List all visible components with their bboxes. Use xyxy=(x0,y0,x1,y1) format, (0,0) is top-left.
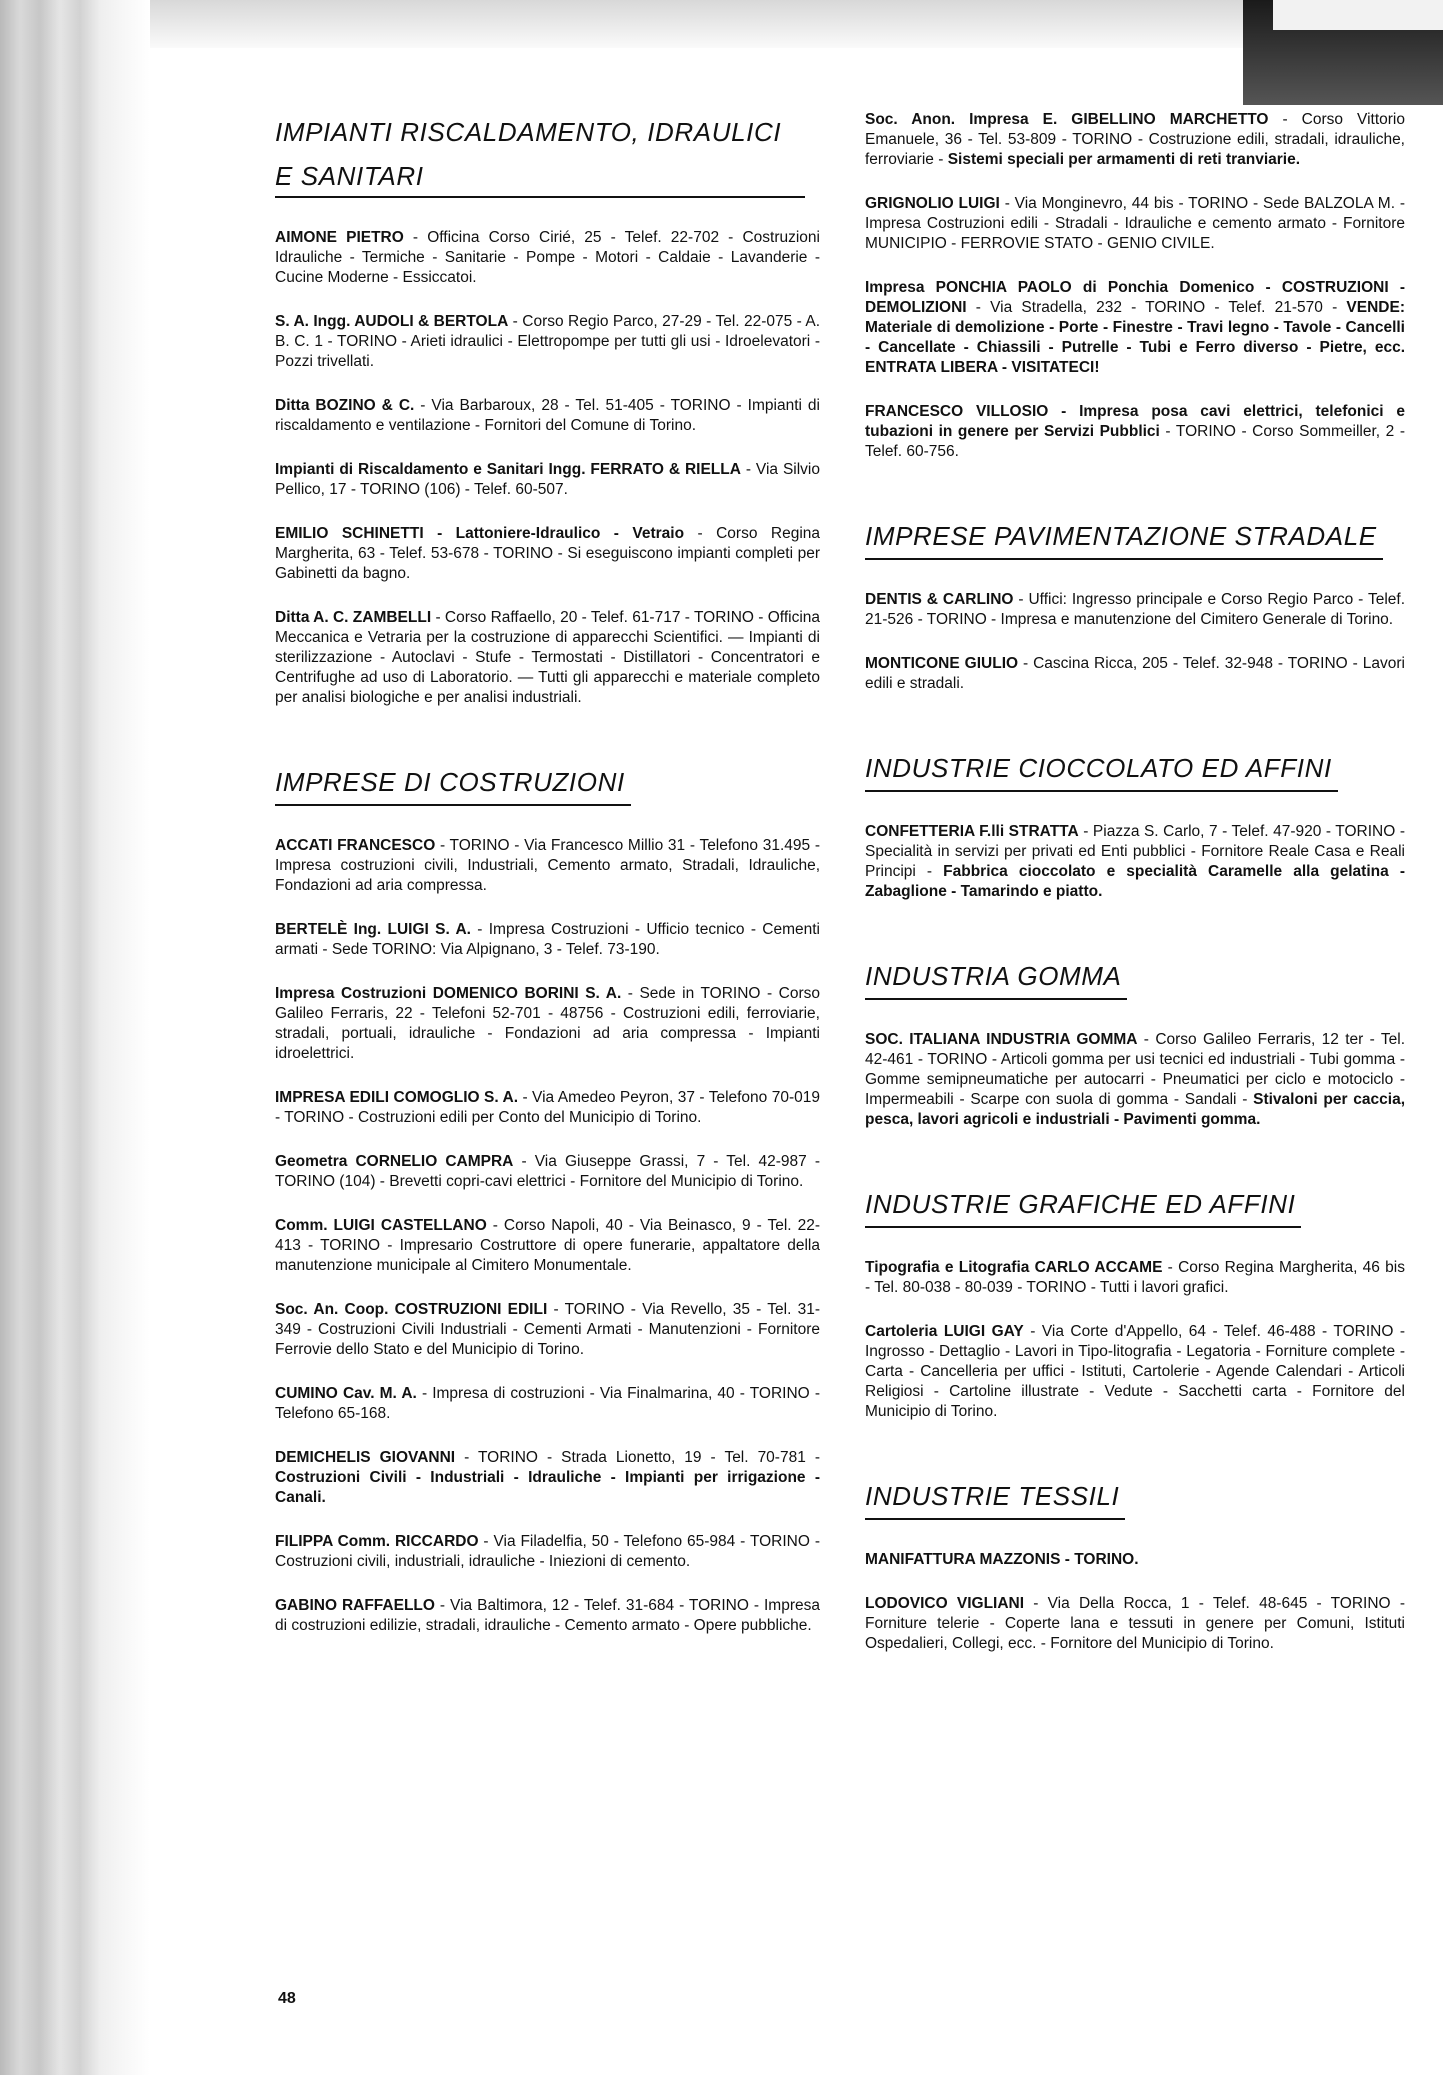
entry-name: Cartoleria LUIGI GAY xyxy=(865,1323,1024,1340)
entry-text: - Corso Regio Parco, 27-29 - Tel. 22-075 - A. B. C. 1 - TORINO - Arieti idraulici - Elettropompe per tutti gli usi - Idroelevatori - Pozzi trivellati. xyxy=(275,313,820,370)
listing-entry xyxy=(865,1322,1405,1422)
listing-entry xyxy=(865,590,1405,630)
entry-text: - Uffici: Ingresso principale e Corso Regio Parco - Telef. 21-526 - TORINO - Impresa e manutenzione del Cimitero Generale di Torino. xyxy=(865,591,1406,628)
listing-entry xyxy=(275,460,820,500)
entry-text: - Impresa Costruzioni - Ufficio tecnico - Cementi armati - Sede TORINO: Via Alpignano, 3 - Telef. 73-190. xyxy=(275,921,820,958)
entry-bold-text: - Lattoniere-Idraulico - Vetraio xyxy=(423,525,685,542)
entry-name: GRIGNOLIO LUIGI xyxy=(865,195,1000,212)
entry-text: - Via Giuseppe Grassi, 7 - Tel. 42-987 - TORINO (104) - Brevetti copri-cavi elettrici - Fornitore del Municipio di Torino. xyxy=(275,1153,821,1190)
entry-text: - Corso Regina Margherita, 63 - Telef. 53-678 - TORINO - Si eseguiscono impianti completi per Gabinetti da bagno. xyxy=(275,525,821,582)
entry-name: DENTIS & CARLINO xyxy=(865,591,1014,608)
entry-name: Impianti di Riscaldamento e Sanitari Ingg. FERRATO & RIELLA xyxy=(275,461,741,478)
entry-text: - Via Barbaroux, 28 - Tel. 51-405 - TORINO - Impianti di riscaldamento e ventilazione - Fornitori del Comune di Torino. xyxy=(275,397,820,434)
entry-name: AIMONE PIETRO xyxy=(275,229,404,246)
entry-name: Tipografia e Litografia CARLO ACCAME xyxy=(865,1259,1163,1276)
page-number: 48 xyxy=(278,1990,296,2007)
listing-entry xyxy=(275,228,820,288)
entry-name: LODOVICO VIGLIANI xyxy=(865,1595,1025,1612)
entry-name: EMILIO SCHINETTI xyxy=(275,525,424,542)
listing-entry xyxy=(865,1258,1405,1298)
entry-text: - Via Monginevro, 44 bis - TORINO - Sede BALZOLA M. - Impresa Costruzioni edili - Stradali - Idrauliche e cemento armato - Fornitore MUNICIPIO - FERROVIE STATO - GENIO CIVILE. xyxy=(865,195,1405,252)
listing-entry xyxy=(275,1088,820,1128)
entry-name: Comm. LUIGI CASTELLANO xyxy=(275,1217,487,1234)
entry-text: - TORINO - Strada Lionetto, 19 - Tel. 70-781 - xyxy=(455,1449,820,1466)
listing-entry xyxy=(275,396,820,436)
listing-entry xyxy=(275,920,820,960)
section-heading xyxy=(275,110,820,198)
entry-bold-text: Fabbrica cioccolato e specialità Caramelle alla gelatina - Zabaglione - Tamarindo e piatto. xyxy=(865,863,1405,900)
entry-bold-text: VENDE: Materiale di demolizione - Porte - Finestre - Travi legno - Tavole - Cancelli - Cancellate - Chiassili - Putrelle - Tubi e Ferro diverso - Pietre, ecc. ENTRATA LIBERA - VISITATECI! xyxy=(865,299,1405,376)
right-column xyxy=(865,110,1405,1678)
section-title: INDUSTRIE CIOCCOLATO ED AFFINI xyxy=(865,746,1338,792)
entry-bold-text: Sistemi speciali per armamenti di reti tranviarie. xyxy=(947,151,1301,168)
listing-entry xyxy=(275,1596,820,1636)
entry-name: Impresa PONCHIA PAOLO di Ponchia Domenico - COSTRUZIONI - DEMOLIZIONI xyxy=(865,279,1405,316)
entry-name: SOC. ITALIANA INDUSTRIA GOMMA xyxy=(865,1031,1138,1048)
entry-text: - Corso Regina Margherita, 46 bis - Tel. 80-038 - 80-039 - TORINO - Tutti i lavori grafici. xyxy=(865,1259,1405,1296)
listing-entry xyxy=(865,110,1405,170)
listing-entry xyxy=(275,608,820,708)
listing-entry xyxy=(865,1030,1405,1130)
entry-text: - Via Della Rocca, 1 - Telef. 48-645 - TORINO - Forniture telerie - Coperte lana e tessuti in genere per Comuni, Istituti Ospedalieri, Collegi, ecc. - Fornitore del Municipio di Torino. xyxy=(865,1595,1405,1652)
entry-name: IMPRESA EDILI COMOGLIO S. A. xyxy=(275,1089,519,1106)
entry-name: CUMINO Cav. M. A. xyxy=(275,1385,417,1402)
listing-entry xyxy=(275,524,820,584)
entry-text: - Via Baltimora, 12 - Telef. 31-684 - TORINO - Impresa di costruzioni edilizie, stradali, idrauliche - Cemento armato - Opere pubbliche. xyxy=(275,1597,820,1634)
listing-entry xyxy=(275,836,820,896)
entry-text: - Corso Galileo Ferraris, 12 ter - Tel. 42-461 - TORINO - Articoli gomma per usi tecnici ed industriali - Tubi gomma - Gomme semipneumatiche per autocarri - Pneumatici per ciclo e motociclo - Impermeabili - Scarpe con suola di gomma - Sandali - xyxy=(865,1031,1405,1108)
section-heading xyxy=(275,760,820,806)
entry-text: - TORINO - Corso Sommeiller, 2 - Telef. 60-756. xyxy=(865,423,1405,460)
listing-entry xyxy=(275,1152,820,1192)
left-column xyxy=(275,110,820,1660)
entry-text: - Officina Corso Cirié, 25 - Telef. 22-702 - Costruzioni Idrauliche - Termiche - Sanitarie - Pompe - Motori - Caldaie - Lavanderie - Cucine Moderne - Essiccatoi. xyxy=(275,229,820,286)
entry-text: - Impresa di costruzioni - Via Finalmarina, 40 - TORINO - Telefono 65-168. xyxy=(275,1385,820,1422)
entry-text: - Piazza S. Carlo, 7 - Telef. 47-920 - TORINO - Specialità in servizi per privati ed Enti pubblici - Fornitore Reale Casa e Reali Principi - xyxy=(865,823,1405,880)
section-heading xyxy=(865,954,1405,1000)
entry-name: Impresa Costruzioni DOMENICO BORINI S. A. xyxy=(275,985,622,1002)
entry-name: DEMICHELIS GIOVANNI xyxy=(275,1449,456,1466)
entry-name: GABINO RAFFAELLO xyxy=(275,1597,435,1614)
entry-bold-text: Stivaloni per caccia, pesca, lavori agricoli e industriali - Pavimenti gomma. xyxy=(865,1091,1405,1128)
listing-entry xyxy=(275,1216,820,1276)
entry-text: - Via Silvio Pellico, 17 - TORINO (106) - Telef. 60-507. xyxy=(275,461,820,498)
section-heading xyxy=(865,1182,1405,1228)
listing-entry xyxy=(865,1550,1405,1570)
entry-name: MANIFATTURA MAZZONIS - TORINO. xyxy=(865,1551,1139,1568)
entry-name: CONFETTERIA F.lli STRATTA xyxy=(865,823,1079,840)
section-title: INDUSTRIE GRAFICHE ED AFFINI xyxy=(865,1182,1301,1228)
entry-name: MONTICONE GIULIO xyxy=(865,655,1019,672)
entry-text: - Sede in TORINO - Corso Galileo Ferraris, 22 - Telefoni 52-701 - 48756 - Costruzioni edili, ferroviarie, stradali, portuali, idrauliche - Fondazioni ad aria compressa - Impianti idroelettrici. xyxy=(275,985,820,1062)
listing-entry xyxy=(865,822,1405,902)
section-heading xyxy=(865,1474,1405,1520)
listing-entry xyxy=(275,1300,820,1360)
listing-entry xyxy=(275,312,820,372)
section-title: IMPIANTI RISCALDAMENTO, IDRAULICI xyxy=(275,117,782,147)
entry-text: - Via Corte d'Appello, 64 - Telef. 46-488 - TORINO - Ingrosso - Dettaglio - Lavori in Tipo-litografia - Legatoria - Forniture complete - Carta - Cancelleria per uffici - Istituti, Cartolerie - Agende Calendari - Articoli Religiosi - Cartoline illustrate - Vedute - Sacchetti carta - Fornitore del Municipio di Torino. xyxy=(865,1323,1405,1420)
entry-name: BERTELÈ Ing. LUIGI S. A. xyxy=(275,921,471,938)
entry-text: - Via Stradella, 232 - TORINO - Telef. 21-570 - xyxy=(966,299,1347,316)
entry-text: - Corso Raffaello, 20 - Telef. 61-717 - TORINO - Officina Meccanica e Vetraria per la costruzione di apparecchi Scientifici. — Impianti di sterilizzazione - Autoclavi - Stufe - Termostati - Distillatori - Concentratori e Centrifughe ad uso di Laboratorio. — Tutti gli apparecchi e materiale completo per analisi biologiche e per analisi industriali. xyxy=(275,609,820,706)
listing-entry xyxy=(275,984,820,1064)
entry-name: ACCATI FRANCESCO xyxy=(275,837,436,854)
section-heading xyxy=(865,514,1405,560)
listing-entry xyxy=(865,402,1405,462)
entry-bold-text: - Impresa posa cavi elettrici, telefonici e tubazioni in genere per Servizi Pubblici xyxy=(865,403,1405,440)
listing-entry xyxy=(275,1532,820,1572)
listing-entry xyxy=(275,1448,820,1508)
entry-text: - Via Filadelfia, 50 - Telefono 65-984 - TORINO - Costruzioni civili, industriali, idrauliche - Iniezioni di cemento. xyxy=(275,1533,820,1570)
entry-name: Soc. Anon. Impresa E. GIBELLINO MARCHETTO xyxy=(865,111,1269,128)
section-title: IMPRESE DI COSTRUZIONI xyxy=(275,760,631,806)
section-title-line2: E SANITARI xyxy=(275,161,424,191)
entry-name: Ditta BOZINO & C. xyxy=(275,397,415,414)
entry-text: - Corso Vittorio Emanuele, 36 - Tel. 53-809 - TORINO - Costruzione edili, stradali, idrauliche, ferroviarie - xyxy=(865,111,1405,168)
section-heading xyxy=(865,746,1405,792)
listing-entry xyxy=(865,654,1405,694)
section-title: IMPRESE PAVIMENTAZIONE STRADALE xyxy=(865,514,1383,560)
entry-text: - Corso Napoli, 40 - Via Beinasco, 9 - Tel. 22-413 - TORINO - Impresario Costruttore di opere funerarie, appaltatore della manutenzione municipale al Cimitero Monumentale. xyxy=(275,1217,821,1274)
entry-name: FILIPPA Comm. RICCARDO xyxy=(275,1533,479,1550)
entry-name: S. A. Ingg. AUDOLI & BERTOLA xyxy=(275,313,509,330)
listing-entry xyxy=(865,278,1405,378)
listing-entry xyxy=(275,1384,820,1424)
entry-text: - TORINO - Via Revello, 35 - Tel. 31-349 - Costruzioni Civili Industriali - Cementi Armati - Manutenzioni - Fornitore Ferrovie dello Stato e del Municipio di Torino. xyxy=(275,1301,820,1358)
entry-name: Soc. An. Coop. COSTRUZIONI EDILI xyxy=(275,1301,548,1318)
listing-entry xyxy=(865,194,1405,254)
section-title: INDUSTRIE TESSILI xyxy=(865,1474,1125,1520)
entry-name: Ditta A. C. ZAMBELLI xyxy=(275,609,432,626)
entry-bold-text: Costruzioni Civili - Industriali - Idrauliche - Impianti per irrigazione - Canali. xyxy=(275,1469,820,1506)
entry-text: - Cascina Ricca, 205 - Telef. 32-948 - TORINO - Lavori edili e stradali. xyxy=(865,655,1405,692)
listing-entry xyxy=(865,1594,1405,1654)
entry-name: Geometra CORNELIO CAMPRA xyxy=(275,1153,514,1170)
entry-text: - TORINO - Via Francesco Millio 31 - Telefono 31.495 - Impresa costruzioni civili, Industriali, Cemento armato, Stradali, Idrauliche, Fondazioni ad aria compressa. xyxy=(275,837,820,894)
entry-name: FRANCESCO VILLOSIO xyxy=(865,403,1049,420)
section-title: INDUSTRIA GOMMA xyxy=(865,954,1127,1000)
entry-text: - Via Amedeo Peyron, 37 - Telefono 70-019 - TORINO - Costruzioni edili per Conto del Municipio di Torino. xyxy=(275,1089,820,1126)
